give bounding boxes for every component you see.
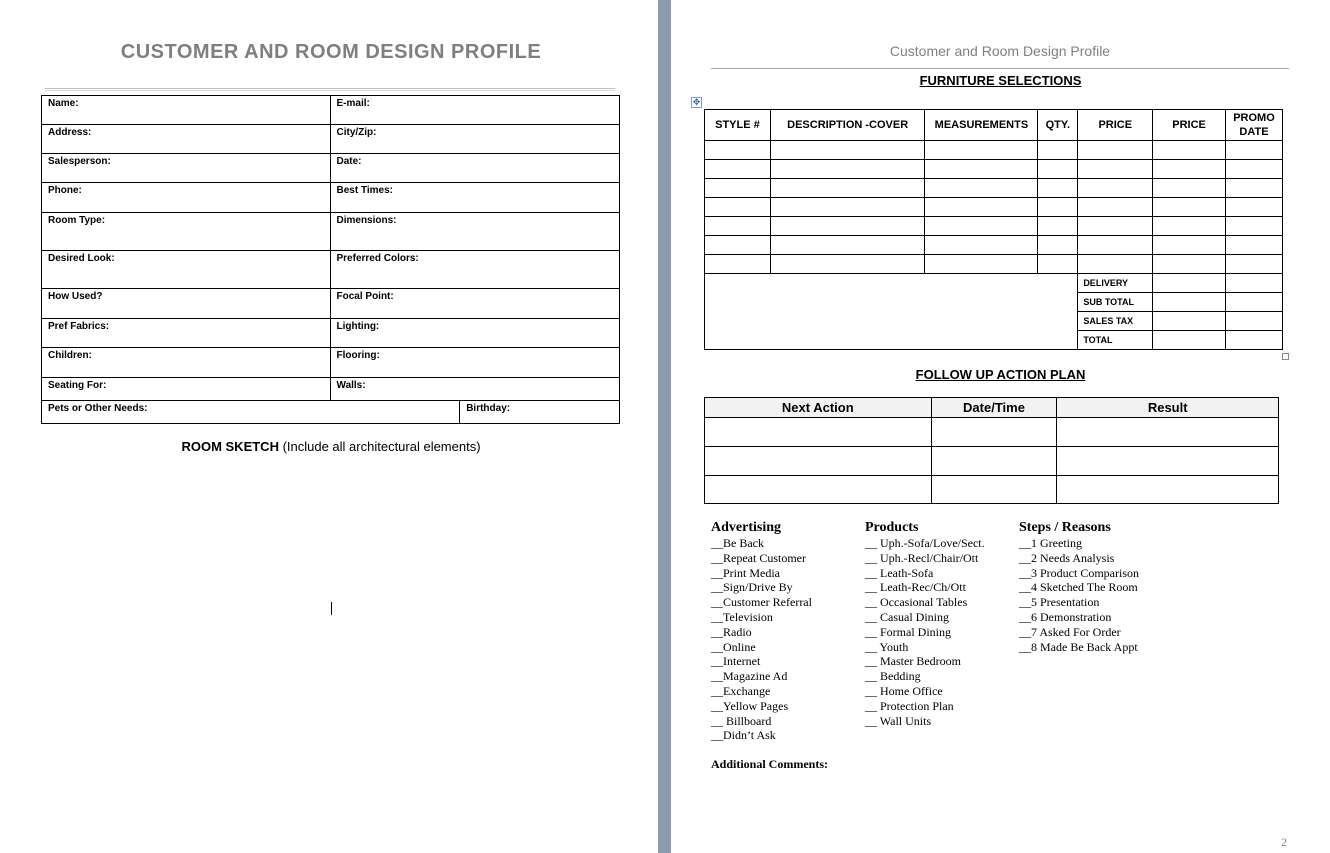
list-item[interactable]: __5 Presentation: [1019, 595, 1100, 610]
table-resize-handle[interactable]: [1282, 353, 1289, 360]
table-move-handle-icon[interactable]: ✥: [692, 97, 701, 107]
customer-info-table: [41, 95, 620, 424]
list-item[interactable]: __6 Demonstration: [1019, 609, 1112, 624]
text-cursor: [331, 602, 332, 615]
col-next-action: Next Action: [705, 398, 932, 418]
table-row: [705, 217, 1283, 236]
field-focal-point[interactable]: Focal Point:: [331, 289, 621, 319]
table-row: [705, 418, 1279, 447]
col-style: STYLE #: [705, 110, 771, 141]
products-heading: Products: [865, 520, 919, 535]
page-2: [671, 0, 1330, 853]
field-date[interactable]: Date:: [331, 154, 621, 183]
list-item[interactable]: __ Uph.-Recl/Chair/Ott: [865, 550, 979, 565]
list-item[interactable]: __Didn’t Ask: [711, 728, 776, 743]
page-title: CUSTOMER AND ROOM DESIGN PROFILE: [120, 41, 542, 63]
table-row: [705, 447, 1279, 476]
list-item[interactable]: __ Formal Dining: [865, 624, 951, 639]
col-measurements: MEASUREMENTS: [925, 110, 1038, 141]
field-city-zip[interactable]: City/Zip:: [331, 125, 621, 154]
field-pref-fabrics[interactable]: Pref Fabrics:: [42, 319, 331, 348]
products-list: [865, 520, 985, 728]
list-item[interactable]: __ Occasional Tables: [865, 595, 968, 610]
steps-heading: Steps / Reasons: [1019, 520, 1111, 535]
field-room-type[interactable]: Room Type:: [42, 213, 331, 251]
list-item[interactable]: __Repeat Customer: [711, 550, 806, 565]
field-seating-for[interactable]: Seating For:: [42, 378, 331, 401]
field-name[interactable]: Name:: [42, 96, 331, 125]
field-dimensions[interactable]: Dimensions:: [331, 213, 621, 251]
header-rule: [711, 68, 1289, 69]
furniture-title: FURNITURE SELECTIONS: [919, 73, 1082, 88]
list-item[interactable]: __ Casual Dining: [865, 609, 949, 624]
col-date-time: Date/Time: [932, 398, 1058, 418]
total-label-sales-tax: SALES TAX: [1078, 312, 1153, 331]
room-sketch-label: ROOM SKETCH: [181, 439, 279, 454]
list-item[interactable]: __ Uph.-Sofa/Love/Sect.: [865, 536, 985, 550]
col-promo-date: PROMO DATE: [1226, 110, 1283, 141]
table-row: [705, 476, 1279, 504]
page-header: Customer and Room Design Profile: [889, 43, 1111, 59]
list-item[interactable]: __ Bedding: [865, 669, 921, 684]
list-item[interactable]: __8 Made Be Back Appt: [1019, 639, 1138, 654]
list-item[interactable]: __Internet: [711, 654, 761, 669]
total-label-delivery: DELIVERY: [1078, 274, 1153, 293]
list-item[interactable]: __7 Asked For Order: [1019, 624, 1121, 639]
room-sketch-note: (Include all architectural elements): [278, 439, 481, 454]
list-item[interactable]: __3 Product Comparison: [1019, 565, 1139, 580]
field-birthday[interactable]: Birthday:: [460, 401, 620, 424]
table-row: [705, 236, 1283, 255]
col-price: PRICE: [1078, 110, 1153, 141]
list-item[interactable]: __Customer Referral: [711, 595, 812, 610]
total-label-total: TOTAL: [1078, 331, 1153, 350]
list-item[interactable]: __ Leath-Sofa: [865, 565, 934, 580]
list-item[interactable]: __ Youth: [865, 639, 909, 654]
room-sketch-heading: [0, 439, 662, 454]
followup-table: [704, 397, 1279, 504]
list-item[interactable]: __1 Greeting: [1019, 536, 1082, 550]
list-item[interactable]: __ Leath-Rec/Ch/Ott: [865, 580, 966, 595]
field-walls[interactable]: Walls:: [331, 378, 621, 401]
list-item[interactable]: __Online: [711, 639, 756, 654]
steps-list: [1019, 520, 1139, 654]
table-row: [705, 141, 1283, 160]
field-email[interactable]: E-mail:: [331, 96, 621, 125]
col-qty: QTY.: [1038, 110, 1078, 141]
list-item[interactable]: __2 Needs Analysis: [1019, 550, 1115, 565]
field-preferred-colors[interactable]: Preferred Colors:: [331, 251, 621, 289]
page-1: [0, 0, 658, 853]
table-row: [705, 198, 1283, 217]
table-row: [705, 255, 1283, 274]
total-label-subtotal: SUB TOTAL: [1078, 293, 1153, 312]
additional-comments-label: Additional Comments:: [711, 757, 829, 771]
field-flooring[interactable]: Flooring:: [331, 348, 621, 378]
list-item[interactable]: __ Billboard: [711, 713, 772, 728]
field-lighting[interactable]: Lighting:: [331, 319, 621, 348]
list-item[interactable]: __ Protection Plan: [865, 698, 954, 713]
list-item[interactable]: __ Master Bedroom: [865, 654, 961, 669]
list-item[interactable]: __Exchange: [711, 683, 771, 698]
list-item[interactable]: __ Wall Units: [865, 713, 932, 728]
notes-area[interactable]: [705, 274, 1078, 350]
list-item[interactable]: __Yellow Pages: [711, 698, 789, 713]
list-item[interactable]: __Print Media: [711, 565, 780, 580]
list-item[interactable]: __Radio: [711, 624, 752, 639]
list-item[interactable]: __ Home Office: [865, 683, 943, 698]
field-children[interactable]: Children:: [42, 348, 331, 378]
followup-title: FOLLOW UP ACTION PLAN: [915, 367, 1086, 382]
advertising-list: [711, 520, 812, 743]
list-item[interactable]: __Magazine Ad: [711, 669, 788, 684]
list-item[interactable]: __Sign/Drive By: [711, 580, 793, 595]
list-item[interactable]: __Television: [711, 609, 773, 624]
field-salesperson[interactable]: Salesperson:: [42, 154, 331, 183]
furniture-table: [704, 109, 1283, 350]
list-item[interactable]: __4 Sketched The Room: [1019, 580, 1138, 595]
table-row: [705, 179, 1283, 198]
title-rule: [45, 88, 615, 91]
field-desired-look[interactable]: Desired Look:: [42, 251, 331, 289]
table-row: [705, 160, 1283, 179]
page-number: 2: [1281, 835, 1287, 849]
col-result: Result: [1057, 398, 1279, 418]
field-best-times[interactable]: Best Times:: [331, 183, 621, 213]
list-item[interactable]: __Be Back: [711, 536, 764, 550]
col-description: DESCRIPTION -COVER: [771, 110, 926, 141]
field-phone[interactable]: Phone:: [42, 183, 331, 213]
field-address[interactable]: Address:: [42, 125, 331, 154]
field-pets[interactable]: Pets or Other Needs:: [42, 401, 460, 424]
col-price-2: PRICE: [1153, 110, 1226, 141]
field-how-used[interactable]: How Used?: [42, 289, 331, 319]
advertising-heading: Advertising: [711, 520, 781, 535]
